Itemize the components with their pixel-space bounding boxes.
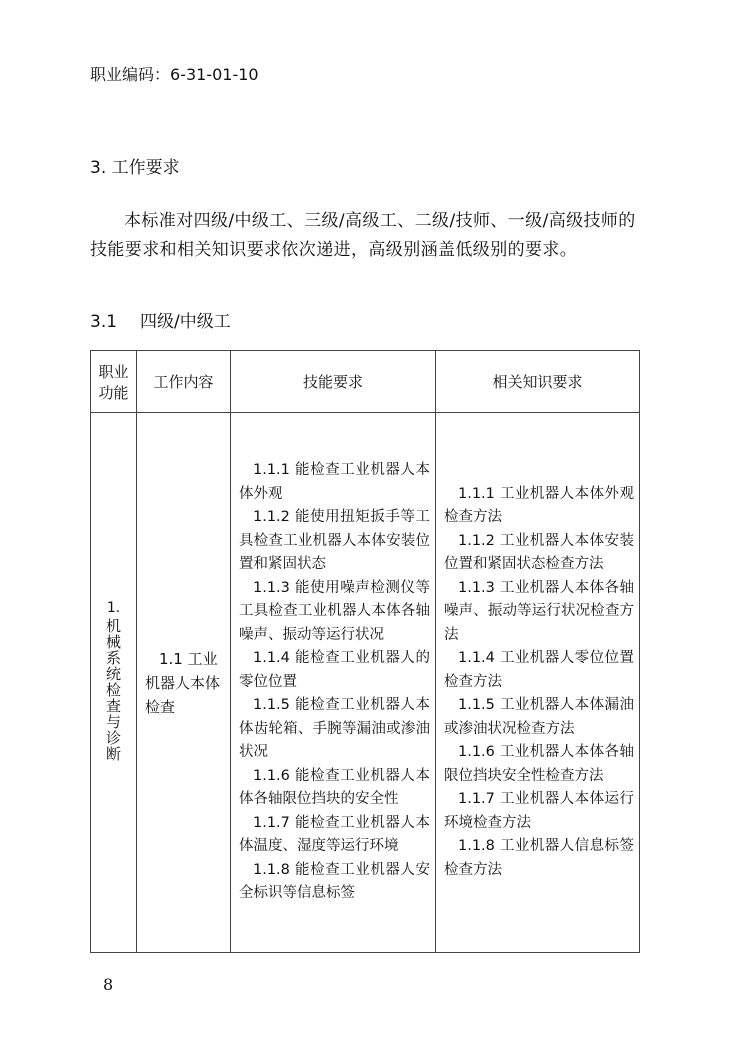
- knowledge-item: 1.1.1 工业机器人本体外观检查方法: [444, 485, 634, 526]
- requirements-table: [90, 350, 640, 953]
- header-knowledge-requirements: 相关知识要求: [436, 351, 640, 413]
- table-row: [91, 413, 640, 953]
- skill-item: 1.1.3 能使用噪声检测仪等工具检查工业机器人本体各轴噪声、振动等运行状况: [239, 579, 430, 643]
- section-heading: 3. 工作要求: [90, 158, 180, 178]
- knowledge-item: 1.1.7 工业机器人本体运行环境检查方法: [444, 791, 634, 831]
- header-skill-requirements: 技能要求: [231, 351, 436, 413]
- header-function-line1: 职业: [98, 362, 129, 381]
- skill-item: 1.1.8 能检查工业机器人安全标识等信息标签: [239, 861, 430, 902]
- knowledge-item: 1.1.6 工业机器人本体各轴限位挡块安全性检查方法: [444, 744, 634, 784]
- header-function: [91, 351, 137, 413]
- subsection-heading: [90, 307, 231, 332]
- knowledge-item: 1.1.5 工业机器人本体漏油或渗油状况检查方法: [444, 697, 634, 737]
- skill-item: 1.1.1 能检查工业机器人本体外观: [239, 462, 430, 502]
- skill-item: 1.1.4 能检查工业机器人的零位位置: [239, 650, 430, 690]
- table-header-row: [91, 351, 640, 413]
- knowledge-item: 1.1.4 工业机器人零位位置检查方法: [444, 650, 634, 690]
- skill-item: 1.1.5 能检查工业机器人本体齿轮箱、手腕等漏油或渗油状况: [239, 697, 430, 761]
- intro-paragraph: 本标准对四级/中级工、三级/高级工、二级/技师、一级/高级技师的技能要求和相关知识要求依次递进，高级别涵盖低级别的要求。: [90, 211, 636, 260]
- subsection-number: 3.1: [90, 312, 118, 332]
- occupation-code: 职业编码：6-31-01-10: [90, 65, 259, 84]
- knowledge-item: 1.1.2 工业机器人本体安装位置和紧固状态检查方法: [444, 532, 634, 573]
- work-content-cell: 1.1 工业机器人本体检查: [137, 413, 231, 953]
- skill-item: 1.1.2 能使用扭矩扳手等工具检查工业机器人本体安装位置和紧固状态: [239, 509, 430, 573]
- function-name: 机械系统检查与诊断: [104, 617, 122, 762]
- subsection-title: 四级/中级工: [140, 312, 231, 332]
- function-cell: [91, 413, 137, 953]
- knowledge-item: 1.1.8 工业机器人信息标签检查方法: [444, 838, 634, 878]
- skill-item: 1.1.7 能检查工业机器人本体温度、湿度等运行环境: [239, 814, 430, 855]
- skill-requirements-cell: [231, 413, 436, 953]
- header-work-content: 工作内容: [137, 351, 231, 413]
- knowledge-item: 1.1.3 工业机器人本体各轴噪声、振动等运行状况检查方法: [444, 579, 634, 643]
- skill-item: 1.1.6 能检查工业机器人本体各轴限位挡块的安全性: [239, 767, 430, 808]
- function-number: 1.: [106, 599, 121, 616]
- knowledge-requirements-cell: [436, 413, 640, 953]
- header-function-line2: 功能: [98, 383, 129, 402]
- page-number: 8: [103, 975, 114, 994]
